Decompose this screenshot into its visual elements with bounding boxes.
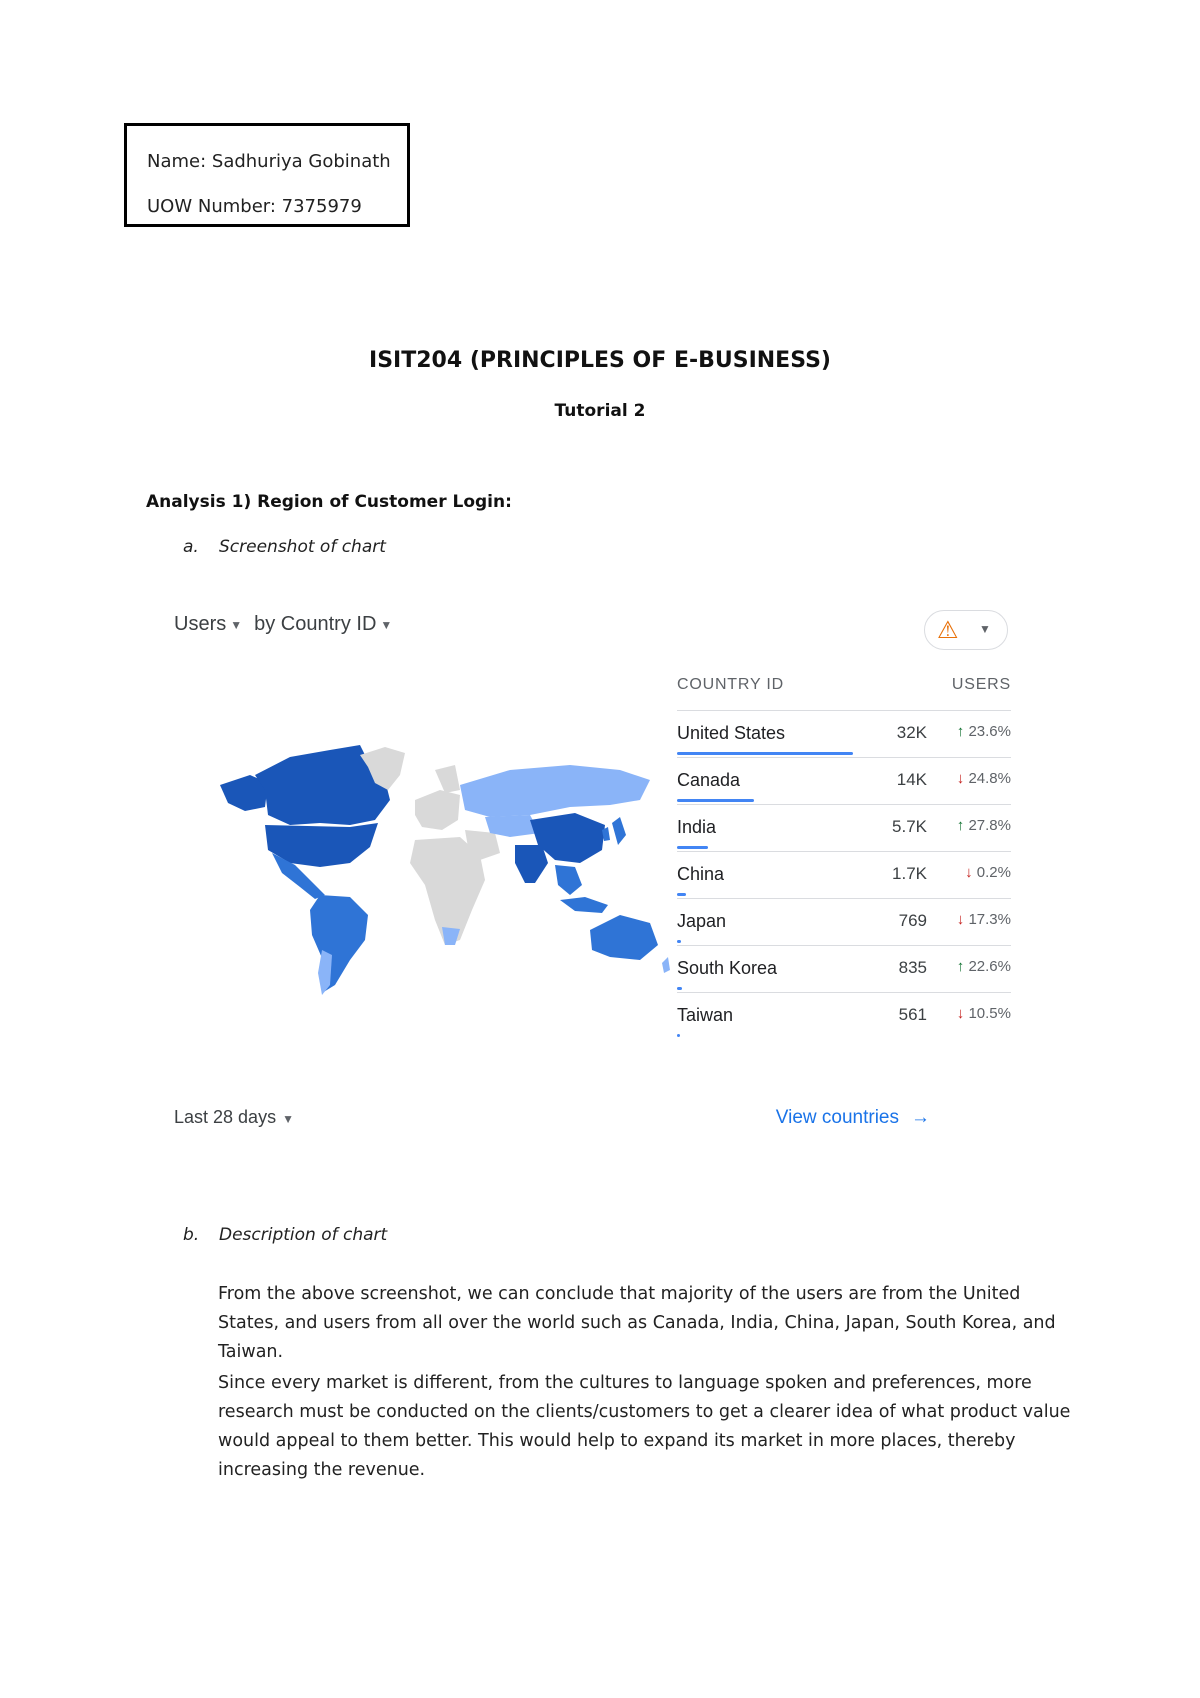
analytics-card [150, 595, 1030, 1155]
user-share-bar [677, 752, 853, 755]
change-percent: 24.8% [968, 770, 1011, 787]
view-countries-link[interactable] [776, 1107, 930, 1129]
student-name: Name: Sadhuriya Gobinath [147, 151, 391, 172]
country-name: China [677, 864, 725, 884]
country-name: South Korea [677, 958, 778, 978]
table-row[interactable] [677, 710, 1011, 757]
user-count: 769 [898, 911, 927, 930]
description-paragraph-2: Since every market is different, from the cultures to language spoken and preferences, more research must be conducted on the clients/customers to get a clearer idea of what product value would appeal to them better. This would help to expand its market in more places, thereby increasing the revenue. [218, 1373, 1071, 1480]
change-indicator [957, 723, 1011, 740]
caret-down-icon: ▼ [979, 622, 991, 636]
table-header [677, 670, 1011, 710]
student-info-box [124, 123, 410, 227]
description-paragraph-1: From the above screenshot, we can conclude that majority of the users are from the United States, and users from all over the world such as Canada, India, China, Japan, South Korea, and Taiwan. [218, 1284, 1056, 1362]
user-share-bar [677, 987, 682, 990]
trend-arrow-icon: ↓ [956, 911, 965, 928]
warning-menu-button[interactable] [924, 610, 1008, 650]
document-subtitle: Tutorial 2 [554, 401, 646, 421]
user-count: 561 [898, 1005, 927, 1024]
map-region-indonesia [560, 897, 608, 913]
column-header-users[interactable]: USERS [951, 676, 1011, 693]
country-name: Canada [677, 770, 741, 790]
country-name: Japan [677, 911, 727, 931]
section-a-letter: a. [183, 537, 199, 557]
user-share-bar [677, 799, 754, 802]
country-name: United States [677, 723, 786, 743]
dimension-dropdown-icon[interactable]: ▼ [380, 617, 393, 632]
change-indicator [957, 1005, 1011, 1022]
card-header [174, 613, 404, 636]
warning-triangle-icon: ⚠ [937, 617, 959, 644]
country-table [677, 670, 1011, 1039]
change-percent: 22.6% [968, 958, 1011, 975]
country-name: India [677, 817, 717, 837]
map-region-south-america [310, 895, 368, 993]
map-region-new-zealand [662, 957, 670, 973]
user-count: 5.7K [892, 817, 927, 836]
student-uow-number: UOW Number: 7375979 [147, 196, 362, 217]
metric-dropdown-icon[interactable]: ▼ [230, 617, 243, 632]
table-row[interactable] [677, 945, 1011, 992]
user-share-bar [677, 1034, 680, 1037]
change-percent: 0.2% [976, 864, 1011, 881]
map-region-argentina [318, 950, 332, 995]
document-title: ISIT204 (PRINCIPLES OF E-BUSINESS) [369, 348, 831, 373]
trend-arrow-icon: ↑ [956, 817, 965, 834]
section-b-letter: b. [183, 1225, 200, 1245]
user-share-bar [677, 846, 708, 849]
map-region-south-africa [442, 927, 460, 945]
view-countries-label: View countries [775, 1107, 899, 1128]
map-region-japan [612, 817, 626, 845]
map-region-scandinavia [435, 765, 460, 793]
change-indicator [957, 911, 1011, 928]
user-count: 32K [896, 723, 927, 742]
user-share-bar [677, 893, 686, 896]
change-percent: 17.3% [968, 911, 1011, 928]
user-share-bar [677, 940, 681, 943]
user-count: 835 [898, 958, 927, 977]
section-b-label: Description of chart [219, 1225, 388, 1245]
trend-arrow-icon: ↓ [956, 1005, 965, 1022]
map-region-india [515, 845, 548, 883]
map-region-southeast-asia [555, 865, 582, 895]
change-indicator [957, 958, 1011, 975]
trend-arrow-icon: ↑ [956, 958, 965, 975]
map-region-australia [590, 915, 658, 960]
world-map [210, 745, 670, 1005]
user-count: 14K [896, 770, 927, 789]
change-percent: 23.6% [968, 723, 1011, 740]
change-percent: 10.5% [968, 1005, 1011, 1022]
section-b-heading [183, 1225, 387, 1245]
date-range-dropdown-icon: ▼ [282, 1112, 294, 1126]
trend-arrow-icon: ↑ [956, 723, 965, 740]
trend-arrow-icon: ↓ [965, 864, 973, 881]
map-region-europe [415, 790, 460, 830]
metric-selector[interactable]: Users [174, 613, 227, 635]
date-range-label: Last 28 days [174, 1107, 277, 1127]
table-row[interactable] [677, 804, 1011, 851]
table-row[interactable] [677, 851, 1011, 898]
table-row[interactable] [677, 757, 1011, 804]
date-range-selector[interactable] [174, 1107, 294, 1128]
change-indicator [957, 817, 1011, 834]
arrow-right-icon: → [911, 1107, 930, 1128]
change-indicator [965, 864, 1011, 881]
user-count: 1.7K [892, 864, 927, 883]
section-a-label: Screenshot of chart [219, 537, 386, 557]
analysis-heading: Analysis 1) Region of Customer Login: [146, 492, 512, 512]
dimension-selector[interactable]: by Country ID [254, 613, 377, 635]
column-header-country[interactable]: COUNTRY ID [677, 676, 784, 693]
trend-arrow-icon: ↓ [956, 770, 965, 787]
table-row[interactable] [677, 898, 1011, 945]
section-a-heading [183, 537, 386, 557]
change-indicator [957, 770, 1011, 787]
change-percent: 27.8% [968, 817, 1011, 834]
country-name: Taiwan [677, 1005, 734, 1025]
map-region-russia [460, 765, 650, 817]
table-body [677, 710, 1011, 1039]
table-row[interactable] [677, 992, 1011, 1039]
